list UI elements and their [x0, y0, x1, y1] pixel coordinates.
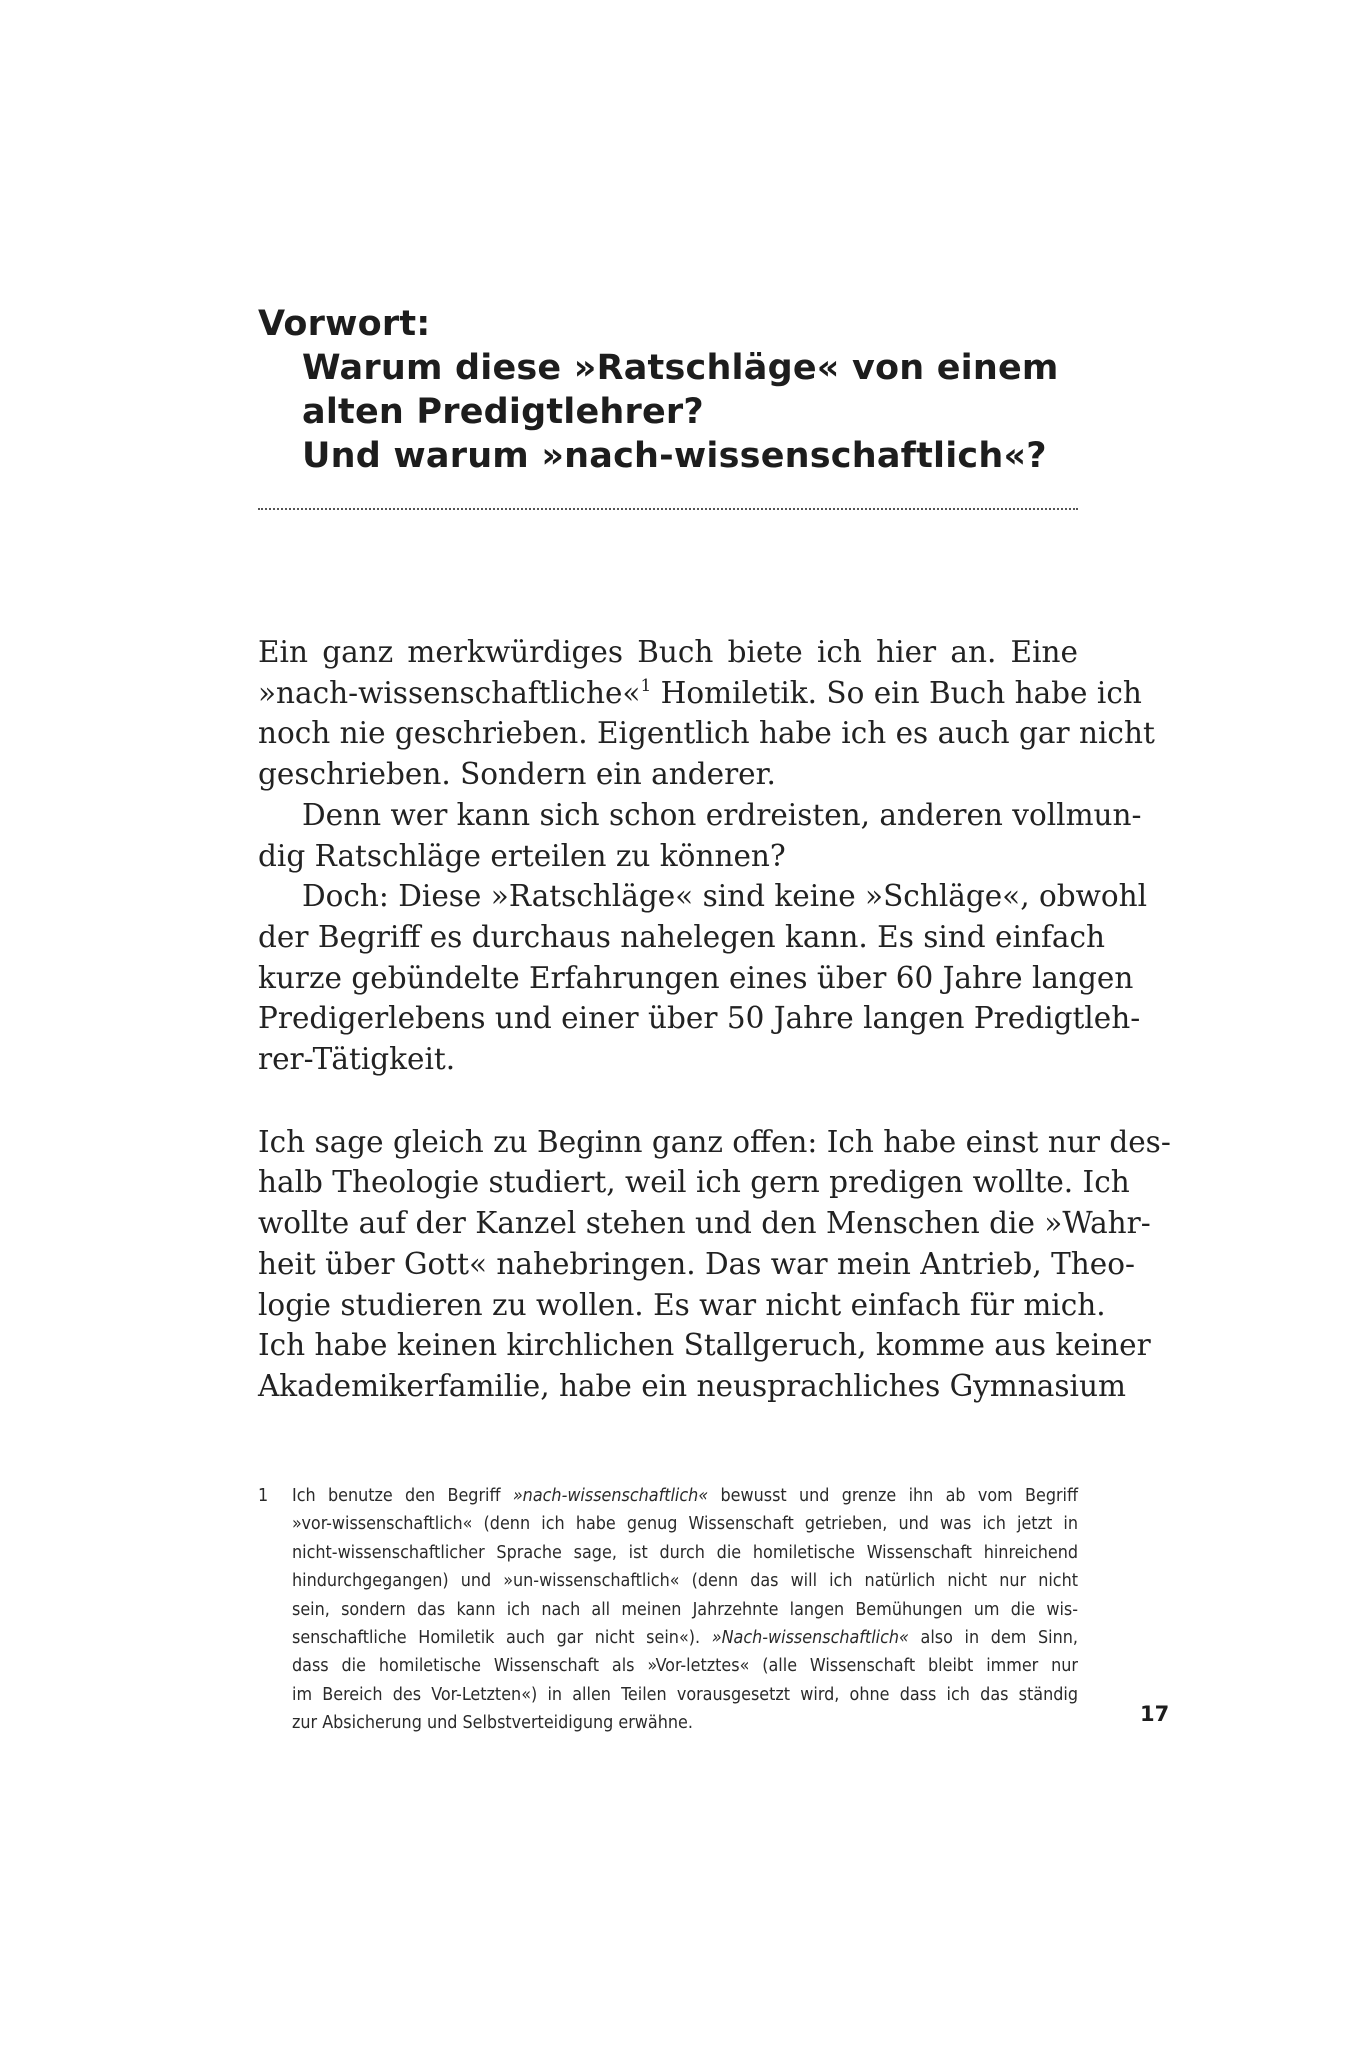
footnote-line: hindurchgegangen) und »un-wissenschaftlich« (denn das will ich natürlich nicht nur nicht — [292, 1570, 1078, 1592]
text-line: geschrieben. Sondern ein anderer. — [258, 757, 776, 792]
text-line: logie studieren zu wollen. Es war nicht einfach für mich. — [258, 1287, 1106, 1322]
heading-label: Vorwort: — [258, 304, 431, 344]
footnote-line: dass die homiletische Wissenschaft als »Vor-letztes« (alle Wissenschaft bleibt immer nur — [292, 1655, 1078, 1677]
heading-title-line: Warum diese »Ratschläge« von einem — [302, 348, 1059, 388]
footnote-marker[interactable]: 1 — [640, 675, 652, 696]
text-line: kurze gebündelte Erfahrungen eines über 60 Jahre langen — [258, 960, 1134, 995]
text-span: Homiletik. So ein Buch habe ich — [651, 675, 1142, 710]
dotted-divider — [258, 508, 1078, 510]
text-line: Denn wer kann sich schon erdreisten, anderen vollmun- — [302, 797, 1142, 832]
text-line: halb Theologie studiert, weil ich gern predigen wollte. Ich — [258, 1165, 1130, 1200]
text-line: rer-Tätigkeit. — [258, 1042, 456, 1077]
footnote-text — [292, 1482, 1078, 1738]
text-span: bewusst und grenze ihn ab vom Begriff — [708, 1485, 1079, 1506]
heading-title-line: alten Predigtlehrer? — [302, 392, 704, 432]
text-line: noch nie geschrieben. Eigentlich habe ich es auch gar nicht — [258, 716, 1155, 751]
footnote-line: »vor-wissenschaftlich« (denn ich habe genug Wissenschaft getrieben, und was ich jetzt in — [292, 1513, 1078, 1535]
chapter-heading — [258, 302, 1078, 478]
heading-title-line: Und warum »nach-wissenschaftlich«? — [302, 436, 1047, 476]
text-line: der Begriff es durchaus nahelegen kann. Es sind einfach — [258, 919, 1105, 954]
text-line: heit über Gott« nahebringen. Das war mein Antrieb, Theo- — [258, 1246, 1135, 1281]
paragraph — [258, 632, 1155, 795]
text-line: Ein ganz merkwürdiges Buch biete ich hier an. Eine — [258, 635, 1078, 669]
paragraph — [258, 795, 1142, 876]
text-span: »nach-wissenschaftliche« — [258, 675, 641, 710]
text-line: Ich sage gleich zu Beginn ganz offen: Ich habe einst nur des- — [258, 1124, 1171, 1159]
page-number: 17 — [1140, 1702, 1170, 1726]
text-line: Ich habe keinen kirchlichen Stallgeruch, komme aus keiner — [258, 1328, 1151, 1363]
text-span: Ich benutze den Begriff — [292, 1485, 513, 1506]
footnote-number: 1 — [258, 1485, 269, 1506]
text-span: also in dem Sinn, — [908, 1627, 1078, 1649]
footnote — [258, 1482, 1078, 1738]
text-line: Predigerlebens und einer über 50 Jahre langen Predigtleh- — [258, 1001, 1141, 1036]
italic-term: »Nach-wissenschaftlich« — [711, 1627, 909, 1649]
text-line: Akademikerfamilie, habe ein neusprachliches Gymnasium — [258, 1368, 1126, 1403]
footnote-line — [292, 1624, 1078, 1652]
text-line: Doch: Diese »Ratschläge« sind keine »Schläge«, obwohl — [302, 879, 1148, 914]
footnote-line — [292, 1482, 1078, 1510]
footnote-line: sein, sondern das kann ich nach all meinen Jahrzehnte langen Bemühungen um die wis- — [292, 1598, 1078, 1620]
text-span: senschaftliche Homiletik auch gar nicht sein«). — [292, 1627, 712, 1649]
text-line — [258, 673, 1142, 714]
italic-term: »nach-wissenschaftlich« — [512, 1485, 709, 1506]
footnote-line: im Bereich des Vor-Letzten«) in allen Teilen vorausgesetzt wird, ohne dass ich das ständig — [292, 1683, 1078, 1705]
body-text — [258, 632, 1171, 1407]
text-line: wollte auf der Kanzel stehen und den Menschen die »Wahr- — [258, 1206, 1151, 1241]
text-line: dig Ratschläge erteilen zu können? — [258, 838, 786, 873]
footnote-line: zur Absicherung und Selbstverteidigung erwähne. — [292, 1712, 693, 1734]
paragraph — [258, 1122, 1171, 1407]
footnote-line: nicht-wissenschaftlicher Sprache sage, ist durch die homiletische Wissenschaft hinreichend — [292, 1541, 1078, 1563]
section-gap — [258, 1080, 1078, 1122]
paragraph — [258, 876, 1148, 1080]
